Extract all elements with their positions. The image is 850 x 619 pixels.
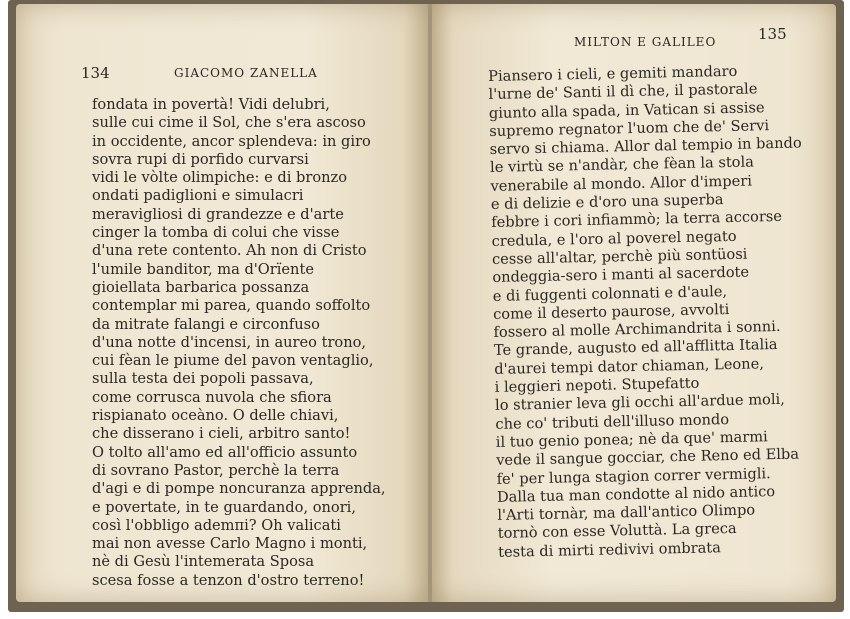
verse-line: scesa fosse a tenzon d'ostro terreno! [92,571,365,589]
verse-line: testa di mirti redivivi ombrata [497,538,722,561]
page-number-left: 134 [81,64,110,82]
verse-line: in occidente, ancor splendeva: in giro [92,132,371,150]
verse-line: supremo regnator l'uom che de' Servi [489,117,770,140]
verse-line: contemplar mi parea, quando soffolto [92,297,371,315]
left-page [16,4,428,602]
verse-line: giunto alla spada, in Vatican si assise [488,98,765,122]
verse-line: così l'obbligo ademπi? Oh valicati [92,516,341,534]
verse-line: di sovrano Pastor, perchè la terra [92,461,340,479]
verse-line: sulla testa dei popoli passava, [92,370,314,388]
verse-line: Dalla tua man condotte al nido antico [496,482,776,506]
running-head-right: MILTON E GALILEO [574,35,717,49]
verse-line: sovra rupi di porfido curvarsi [92,150,309,168]
verse-line: febbre i cori infiammò; la terra accorse [491,208,783,232]
verse-line: l'urne de' Santi il dì che, il pastorale [488,80,758,104]
verse-line: rispianato oceàno. O delle chiavi, [92,407,339,425]
verse-line: meravigliosi di grandezze e d'arte [92,205,344,223]
verse-line: d'una rete contento. Ah non di Cristo [92,242,367,260]
verse-line: d'una notte d'incensi, in aureo trono, [92,333,367,351]
verse-line: cui fèan le piume del pavon ventaglio, [92,352,374,370]
verse-line: fe' per lunga stagion correr vermigli. [496,464,771,488]
page-number-right: 135 [758,25,787,43]
verse-line: fondata in povertà! Vidi delubri, [92,96,330,113]
verse-line: vidi le vòlte olimpiche: e di bronzo [92,169,347,187]
verse-line: e povertate, in te guardando, onori, [92,498,356,516]
verse-line: da mitrate falangi e circonfuso [92,315,320,333]
verse-line: il tuo genio ponea; nè da que' marmi [495,428,768,451]
verse-line: gioiellata barbarica possanza [92,278,310,296]
verse-line: ondati padiglioni e simulacri [92,187,304,205]
verse-line: Piansero i cieli, e gemiti mandaro [488,62,738,85]
verse-line: vede il sangue gocciar, che Reno ed Elba [496,445,800,470]
open-book [8,0,844,612]
verse-line: sulle cui cime il Sol, che s'era ascoso [92,114,366,132]
verse-line: tornò con esse Voluttà. La greca [497,520,737,543]
right-page [432,4,836,602]
verse-line: O tolto all'amo ed all'officio assunto [92,443,358,461]
running-head-left: GIACOMO ZANELLA [174,66,318,80]
verse-line: e di delizie e d'oro una superba [490,191,724,214]
verse-line: ondeggia-sero i manti al sacerdote [492,263,750,287]
verse-line: Te grande, augusto ed all'afflitta Italia [493,336,778,360]
verse-line: e di fuggenti colonnati e d'aule, [492,282,728,305]
verse-line: cinger la tomba di colui che visse [92,224,340,242]
verse-line: d'agi e di pompe noncuranza apprenda, [92,480,386,498]
verse-line: i leggieri nepoti. Stupefatto [494,374,700,396]
verse-line: che disserano i cieli, arbitro santo! [92,425,351,443]
verse-line: venerabile al mondo. Allor d'imperi [490,172,753,195]
verse-line: come corrusca nuvola che sfiora [92,388,332,406]
left-verse-block [92,96,386,590]
verse-line: nè di Gesù l'intemerata Sposa [92,553,315,571]
verse-line: lo stranier leva gli occhi all'ardue moli, [494,391,786,415]
verse-line: fossero al molle Archimandrita i sonni. [493,318,781,342]
verse-line: servo si chiama. Allor dal tempio in bando [489,134,802,159]
verse-line: mai non avesse Carlo Magno i monti, [92,535,368,553]
verse-line: le virtù se n'andàr, che fèan la stola [489,153,755,177]
verse-line: come il deserto paurose, avvolti [492,300,730,323]
verse-line: credula, e l'oro al poverel negato [491,227,737,250]
verse-line: l'umile banditor, ma d'Orïente [92,260,314,278]
verse-line: l'Arti tornàr, ma dall'antico Olimpo [497,501,756,525]
verse-line: d'aurei tempi dator chiaman, Leone, [494,355,765,378]
right-verse-block [488,61,810,561]
verse-line: che co' tributi dell'illuso mondo [495,410,730,433]
verse-line: cesse all'altar, perchè più sontüosi [491,245,748,268]
